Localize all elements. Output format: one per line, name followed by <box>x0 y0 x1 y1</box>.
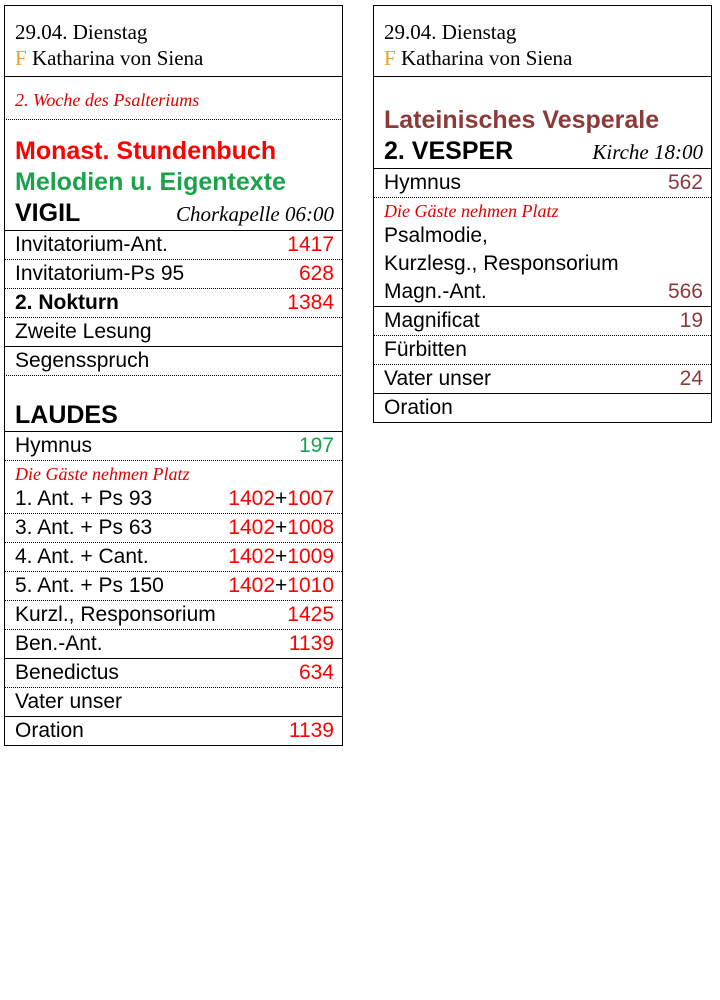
row-label: Magnificat <box>384 309 480 332</box>
feast-name: Katharina von Siena <box>400 46 573 70</box>
page-number: 19 <box>679 309 703 332</box>
row-label: 1. Ant. + Ps 93 <box>15 487 153 510</box>
row-label: Segensspruch <box>15 349 150 372</box>
laudes-heading <box>5 400 342 431</box>
antiphon-page: 1402 <box>228 516 276 539</box>
vesper-row <box>374 307 711 336</box>
book-subtitle: Melodien u. Eigentexte <box>15 168 286 196</box>
psalm-row <box>5 572 342 601</box>
page-number: 1417 <box>287 233 334 256</box>
feast-line <box>384 45 703 71</box>
laudes-row <box>5 659 342 688</box>
row-label: Invitatorium-Ant. <box>15 233 168 256</box>
psalm-page: 1008 <box>287 516 334 539</box>
row-label: Magn.-Ant. <box>384 280 487 303</box>
date-line: 29.04. Dienstag <box>384 20 517 44</box>
row-label: Hymnus <box>15 434 93 457</box>
hymn-row <box>374 169 711 198</box>
row-label: Fürbitten <box>384 338 467 361</box>
row-label: 3. Ant. + Ps 63 <box>15 516 153 539</box>
feast-name: Katharina von Siena <box>31 46 204 70</box>
psalm-page: 1010 <box>287 574 334 597</box>
book-title: Monast. Stundenbuch <box>15 137 277 165</box>
row-label: Oration <box>15 719 84 742</box>
vesper-place-time: Kirche 18:00 <box>592 140 703 164</box>
vigil-header <box>4 120 343 230</box>
psalm-page: 1009 <box>287 545 334 568</box>
page-number: 1139 <box>288 632 334 655</box>
page-number: 197 <box>298 434 334 457</box>
guest-note: Die Gäste nehmen Platz <box>384 201 559 221</box>
vesper-name: 2. VESPER <box>384 137 514 165</box>
hymn-row <box>5 432 342 461</box>
laudes-row <box>5 717 342 745</box>
right-column <box>373 5 712 423</box>
page-number: 634 <box>298 661 334 684</box>
vigil-row <box>5 260 342 289</box>
vesper-row <box>374 365 711 394</box>
date-box <box>373 5 712 77</box>
book-title: Lateinisches Vesperale <box>384 106 660 134</box>
page-number: 1425 <box>287 603 334 626</box>
row-label: Invitatorium-Ps 95 <box>15 262 185 285</box>
laudes-row <box>5 601 342 630</box>
laudes-row <box>5 688 342 717</box>
row-label: Hymnus <box>384 171 462 194</box>
page-number: 566 <box>667 280 703 303</box>
header-box <box>4 77 343 120</box>
page-numbers: 1402+1010 <box>228 574 334 597</box>
row-label: Kurzl., Responsorium <box>15 603 216 626</box>
psalm-row <box>5 514 342 543</box>
laudes-header <box>4 376 343 431</box>
vigil-place-time: Chorkapelle 06:00 <box>175 202 334 226</box>
feast-rank: F <box>384 46 396 70</box>
row-label: 5. Ant. + Ps 150 <box>15 574 164 597</box>
vigil-row <box>5 289 342 318</box>
vigil-heading <box>5 198 342 230</box>
psalm-row <box>5 543 342 572</box>
laudes-name: LAUDES <box>15 401 118 429</box>
page-number: 1384 <box>287 291 334 314</box>
date-box <box>4 5 343 77</box>
antiphon-page: 1402 <box>228 545 276 568</box>
feast-rank: F <box>15 46 27 70</box>
date-line: 29.04. Dienstag <box>15 20 148 44</box>
antiphon-page: 1402 <box>228 487 276 510</box>
row-label: Vater unser <box>384 367 491 390</box>
vigil-row <box>5 231 342 260</box>
row-label: Benedictus <box>15 661 119 684</box>
antiphon-page: 1402 <box>228 574 276 597</box>
laudes-row <box>5 630 342 659</box>
magn-ant-row <box>374 278 711 307</box>
vesper-row <box>374 394 711 422</box>
page-numbers: 1402+1009 <box>228 545 334 568</box>
psalm-row <box>5 485 342 514</box>
page-number: 24 <box>679 367 703 390</box>
left-column <box>4 5 343 746</box>
vesper-table <box>373 168 712 423</box>
page-number: 1139 <box>288 719 334 742</box>
vigil-row <box>5 318 342 347</box>
vigil-table <box>4 230 343 376</box>
page-numbers: 1402+1008 <box>228 516 334 539</box>
vesper-row <box>374 336 711 365</box>
psalm-page: 1007 <box>287 487 334 510</box>
psalmody-line: Psalmodie, <box>384 224 488 247</box>
row-label: Oration <box>384 396 453 419</box>
row-label: Vater unser <box>15 690 122 713</box>
vigil-name: VIGIL <box>15 199 81 227</box>
page-numbers: 1402+1007 <box>228 487 334 510</box>
laudes-table <box>4 431 343 746</box>
guest-note: Die Gäste nehmen Platz <box>15 464 190 484</box>
feast-line <box>15 45 334 71</box>
short-reading-line: Kurzlesg., Responsorium <box>384 252 619 275</box>
row-label: Ben.-Ant. <box>15 632 103 655</box>
row-label: Zweite Lesung <box>15 320 152 343</box>
page-number: 562 <box>667 171 703 194</box>
row-label: 2. Nokturn <box>15 291 119 314</box>
page-number: 628 <box>298 262 334 285</box>
vigil-row <box>5 347 342 375</box>
vesper-header <box>373 77 712 168</box>
psalter-week: 2. Woche des Psalteriums <box>15 90 200 110</box>
row-label: 4. Ant. + Cant. <box>15 545 149 568</box>
vesper-heading <box>374 136 711 168</box>
